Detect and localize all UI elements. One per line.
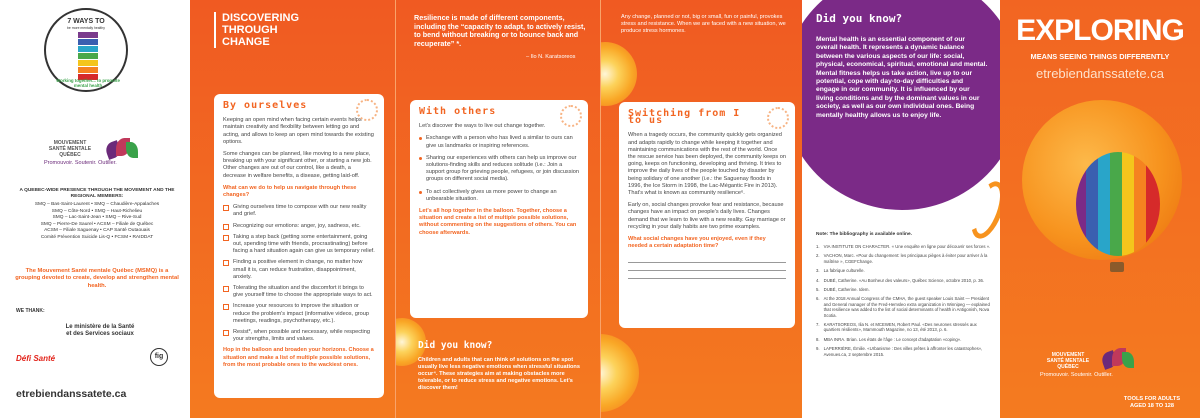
orange-half-decor bbox=[600, 334, 639, 412]
cover-panel bbox=[1000, 0, 1200, 418]
closing-text: Hop in the balloon and broaden your horizons. Choose a situation and make a list of multiple possible solutions, from the most probable ones to the wackiest ones. bbox=[223, 347, 374, 368]
answer-line[interactable] bbox=[628, 255, 786, 263]
checkbox-icon[interactable] bbox=[223, 260, 229, 266]
question-text: What can we do to help us navigate through these changes? bbox=[223, 184, 357, 199]
list-item: Giving ourselves time to compose with our new reality and grief. bbox=[223, 204, 375, 218]
reference-item: 6. At the 2018 Annual Congress of the CMHA, the guest speaker Louis Saint — President and General manager of the Fred-Hemsleo extra organization in Winnipeg — explained that resilience was added to the list of social determinants of health in Antigonish, Nova Scotia. bbox=[816, 296, 990, 318]
discovering-panel bbox=[190, 0, 395, 418]
cover-title: EXPLORING bbox=[1016, 14, 1184, 47]
dyk-title: Did you know? bbox=[816, 12, 903, 25]
leaf-logo-icon bbox=[1102, 346, 1136, 372]
dyk-text: Children and adults that can think of solutions on the spot usually live less negative emotions when stressful situations occur⁴. These strategies aim at making obstacles more tolerable, or to reduce stress and negative emotions. Let's discover them! bbox=[418, 357, 580, 391]
logo-tagline: Promouvoir. Soutenir. Outiller. bbox=[1040, 372, 1113, 378]
paragraph: Some changes can be planned, like moving to a new place, breaking up with your significant other, or starting a new job. Other changes are out of our control, like a death, a decrease in welfare benefits, a disease, getting laid-off. bbox=[223, 151, 372, 179]
quote-author: – Ilo N. Karatsoreos bbox=[526, 54, 576, 60]
audience-label: TOOLS FOR ADULTS AGED 18 TO 128 bbox=[1123, 396, 1181, 409]
logo-tagline: Promouvoir. Soutenir. Outiller. bbox=[44, 160, 117, 166]
checkbox-icon[interactable] bbox=[223, 304, 229, 310]
checkbox-icon[interactable] bbox=[223, 205, 229, 211]
network-line: ACSM – Filiale Saguenay • CAP Santé Outaouais bbox=[44, 228, 150, 234]
bibliography-note: Note: The bibliography is available online. bbox=[816, 232, 912, 237]
balloon-basket-icon bbox=[1110, 262, 1124, 272]
reference-item: 1. VIA INSTITUTE ON CHARACTER. « Une enquête en ligne pour découvrir ses forces ». bbox=[816, 244, 991, 249]
resilience-quote: Resilience is made of different components, including the “capacity to adapt, to actively resist, to bend without breaking or to bounce back and recuperate” *. bbox=[414, 13, 586, 48]
card-title: By ourselves bbox=[223, 100, 308, 111]
network-intro: A QUEBEC-WIDE PRESENCE THROUGH THE MOVEMENT AND THE REGIONAL MEMBERS: bbox=[19, 188, 175, 199]
about-text: The Mouvement Santé mentale Québec (MSMQ) is a grouping devoted to create, develop and strengthen mental health. bbox=[15, 268, 179, 289]
orange-slice-decor bbox=[600, 42, 637, 106]
logo-text: MOUVEMENT SANTÉ MENTALE QUÉBEC bbox=[1046, 352, 1090, 370]
reference-item: 7. KARATSOREOS, Ilia N. et MCEWEN, Robert Paul. «Des neurones stressés aux quartiers résilients», Mammouth Magazine, no 13, été 2013, p. 6. bbox=[816, 322, 977, 333]
question-text: What social changes have you enjoyed, even if they needed a certain adaptation time? bbox=[628, 236, 766, 250]
list-item: Recognizing our emotions: anger, joy, sadness, etc. bbox=[223, 223, 375, 230]
references-panel bbox=[802, 0, 1000, 418]
reference-list bbox=[816, 244, 992, 361]
dyk-title: Did you know? bbox=[418, 340, 493, 351]
list-item: Exchange with a person who has lived a similar to ours can give us landmarks or inspiring references. bbox=[419, 135, 579, 149]
left-panel bbox=[0, 0, 190, 418]
list-item: To act collectively gives us more power to change an unbearable situation. bbox=[419, 189, 579, 203]
badge-top-text: 7 WAYS TO bbox=[67, 18, 105, 25]
fig-logo: fig bbox=[150, 348, 168, 366]
bullet-icon bbox=[419, 137, 422, 140]
reference-item: 4. DUBÉ, Catherine. «Au Bonheur des valeurs», Québec Science, octobre 2010, p. 36. bbox=[816, 277, 985, 283]
left-url[interactable]: etrebiendanssatete.ca bbox=[16, 388, 127, 400]
did-you-know-box bbox=[418, 340, 588, 392]
list-item: Resist*, when possible and necessary, while respecting your strengths, limits and values. bbox=[223, 329, 375, 343]
leaf-logo-icon bbox=[106, 136, 140, 162]
paragraph: Early on, social changes provoke fear and resistance, because changes have an impact on people's daily lives. Changes demand that we learn to live with a new reality. Gay marriage or recycling in your daily habits are two prime examples. bbox=[628, 202, 786, 230]
cover-logo bbox=[1036, 346, 1176, 382]
reference-item: 9. LAPERRIÈRE, Émilie. «Urbanisme : Des villes prêtes à affronter les catastrophes», Avenues.ca, 2 septembre 2015. bbox=[816, 346, 983, 357]
list-item: Sharing our experiences with others can help us improve our solutions-finding skills and reduces solitude (i.e.: Join a support group for grieving people, refugees, or join discussion groups on different social media). bbox=[419, 155, 579, 184]
with-others-card bbox=[410, 100, 588, 318]
top-text: Any change, planned or not, big or small, fun or painful, provokes stress and resistance. When we are faced with a new situation, we produce stress hormones. bbox=[621, 14, 786, 34]
with-others-panel bbox=[395, 0, 600, 418]
checkbox-icon[interactable] bbox=[223, 224, 229, 230]
checkbox-icon[interactable] bbox=[223, 330, 229, 336]
cover-url[interactable]: etrebiendanssatete.ca bbox=[1036, 66, 1164, 81]
thanks-label: WE THANK: bbox=[16, 308, 45, 314]
checkbox-icon[interactable] bbox=[223, 286, 229, 292]
network-line: SMQ – Lac-Saint-Jean • SMQ – Rive-Sud bbox=[52, 215, 142, 221]
msmq-logo bbox=[38, 136, 158, 176]
ministry-text: Le ministère de la Santé et des Services sociaux bbox=[65, 324, 135, 338]
network-line: SMQ – Bas-Saint-Laurent • SMQ – Chaudière-Appalaches bbox=[34, 202, 160, 207]
bullet-icon bbox=[419, 191, 422, 194]
paragraph: When a tragedy occurs, the community quickly gets organized and adapts rapidly to change while keeping it together and maintaining communications with the rest of the world. Once the rescue service has been deployed, the community keeps on going, keeps on functioning, developing and thriving. It tries to improve the daily lives of the people touched by disaster by being solidary of one another (i.e.: the Saguenay floods in 1996, the Ice Storm in 1998, the Lac-Mégantic Fire in 2013). That's what is known as community resilience⁶. bbox=[628, 132, 786, 197]
list-item: Increase your resources to improve the situation or reduce the problem's impact (informative videos, group meetings, readings, psychotherapy, etc.). bbox=[223, 303, 375, 325]
paragraph: Let's discover the ways to live out change together. bbox=[419, 123, 546, 130]
network-line: SMQ – Côte-Nord • SMQ – Haut-Richelieu bbox=[51, 208, 143, 214]
card-title: Switching from I to us bbox=[628, 108, 741, 127]
reference-item: 8. MBA INRA. Brian. Les états de l'âge : Le concept d'adaptation «coping». bbox=[816, 336, 962, 342]
network-list bbox=[14, 202, 180, 242]
dotted-circle-icon bbox=[356, 99, 378, 121]
discovering-title: DISCOVERING THROUGH CHANGE bbox=[214, 12, 299, 48]
reference-item: 5. DUBÉ, Catherine. Idem. bbox=[816, 287, 870, 293]
switching-card bbox=[619, 102, 795, 328]
reference-item: 2. VACHON, Marc. «Pour du changement: les principaux pièges à éviter pour arriver à la maîtrise », CGEFChange. bbox=[816, 253, 988, 264]
network-line: SMQ – Pierre-De Saurel • ACSM – Filiale de Québec bbox=[40, 221, 154, 227]
badge-curve-text: Working together... to promote mental health bbox=[56, 78, 120, 88]
card-title: With others bbox=[419, 106, 497, 117]
bullet-icon bbox=[419, 157, 422, 160]
badge-sub-text: be more mentally healthy bbox=[67, 26, 105, 30]
dotted-circle-icon bbox=[560, 105, 582, 127]
list-item: Tolerating the situation and the discomfort it brings to give yourself time to choose the appropriate ways to act. bbox=[223, 285, 375, 299]
rainbow-balloon-icon bbox=[1022, 100, 1182, 260]
logo-text: MOUVEMENT SANTÉ MENTALE QUÉBEC bbox=[48, 140, 92, 158]
dotted-circle-icon bbox=[767, 107, 789, 129]
reference-item: 3. La fabrique culturelle. bbox=[816, 268, 865, 274]
list-item: Finding a positive element in change, no matter how small it is, can reduce frustration, disappointment, anxiety. bbox=[223, 259, 375, 281]
switching-panel bbox=[600, 0, 802, 418]
wheel-stack-icon bbox=[78, 32, 98, 80]
by-ourselves-card bbox=[214, 94, 384, 398]
list-item: Taking a step back (getting some entertainment, going out, spending time with friends, procrastinating) before facing a hard situation again can give us temporary relief. bbox=[223, 234, 375, 256]
seven-ways-badge bbox=[44, 8, 128, 92]
orange-balloon bbox=[1022, 100, 1182, 260]
answer-line[interactable] bbox=[628, 271, 786, 279]
cover-subtitle: MEANS SEEING THINGS DIFFERENTLY bbox=[1030, 52, 1170, 61]
closing-text: Let's all hop together in the balloon. Together, choose a situation and create a list of multiple possible solutions, without commenting on the suggestions of others. You can choose afterwards. bbox=[419, 208, 577, 236]
dyk-text: Mental health is an essential component of our overall health. It represents a dynamic balance between the various aspects of our life: social, physical, economical, spiritual, emotional and mental. Mental fitness helps us take action, live up to our potential, cope with day-to-day difficulties and engage in our community. It is influenced by our living conditions and by the dominant values in our society, as well as our own individual ones. Being mentally healthy allows us to enjoy life. bbox=[816, 36, 988, 119]
checkbox-icon[interactable] bbox=[223, 235, 229, 241]
network-line: Comité Prévention Suicide Lis-Q • FCSM • RAIDDAT bbox=[40, 234, 154, 240]
paragraph: Keeping an open mind when facing certain events helps maintain creativity and flexibility between letting go and acting, and allows to keep an open mind towards the existing options. bbox=[223, 117, 374, 145]
answer-line[interactable] bbox=[628, 263, 786, 271]
defi-sante-logo: Défi Santé bbox=[16, 354, 56, 363]
